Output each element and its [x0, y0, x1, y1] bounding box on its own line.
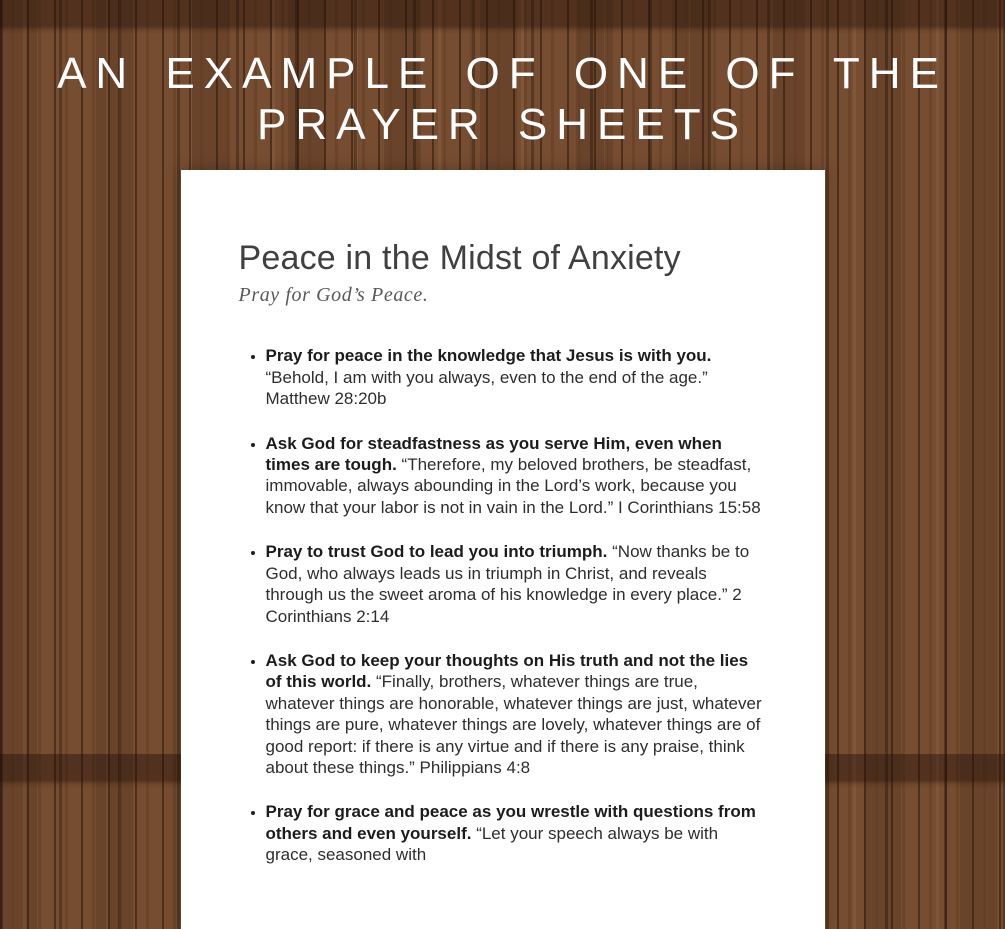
prayer-item	[266, 345, 767, 409]
prayer-item-lead: Ask God to keep your thoughts on His truth and not the lies of this world.	[265, 650, 749, 692]
prayer-item-body: “Now thanks be to God, who always leads us in triumph in Christ, and reveals through us the sweet aroma of his knowledge in every place.” 2 Corinthians 2:14	[265, 542, 750, 626]
prayer-item-body: “Finally, brothers, whatever things are true, whatever things are honorable, whatever things are just, whatever things are pure, whatever things are lovely, whatever things are of good report: if there is any virtue and if there is any praise, think about these things.” Philippians 4:8	[265, 672, 762, 777]
prayer-item-body: “Behold, I am with you always, even to the end of the age.” Matthew 28:20b	[265, 367, 708, 409]
page-title-line2: PRAYER SHEETS	[257, 100, 748, 150]
prayer-item-lead: Pray for grace and peace as you wrestle with questions from others and even yourself.	[265, 802, 756, 843]
prayer-item-body: “Therefore, my beloved brothers, be steadfast, immovable, always abounding in the Lord’s work, because you know that your labor is not in vain in the Lord.” I Corinthians 15:58	[265, 455, 761, 517]
prayer-item	[266, 433, 767, 519]
sheet-subtitle: Pray for God’s Peace.	[238, 284, 429, 307]
prayer-item-body: “Let your speech always be with grace, seasoned with	[265, 823, 719, 865]
prayer-sheet	[181, 170, 825, 929]
prayer-item-lead: Pray to trust God to lead you into triumph.	[265, 542, 608, 562]
prayer-item	[266, 541, 767, 627]
page-title-line1: AN EXAMPLE OF ONE OF THE	[57, 49, 948, 98]
prayer-list	[239, 345, 767, 865]
prayer-item	[266, 801, 767, 865]
prayer-item-lead: Pray for peace in the knowledge that Jesus is with you.	[265, 346, 712, 366]
prayer-item	[266, 650, 767, 778]
prayer-item-lead: Ask God for steadfastness as you serve Him, even when times are tough.	[265, 433, 722, 475]
page-title	[0, 0, 1005, 150]
sheet-title: Peace in the Midst of Anxiety	[238, 239, 681, 278]
